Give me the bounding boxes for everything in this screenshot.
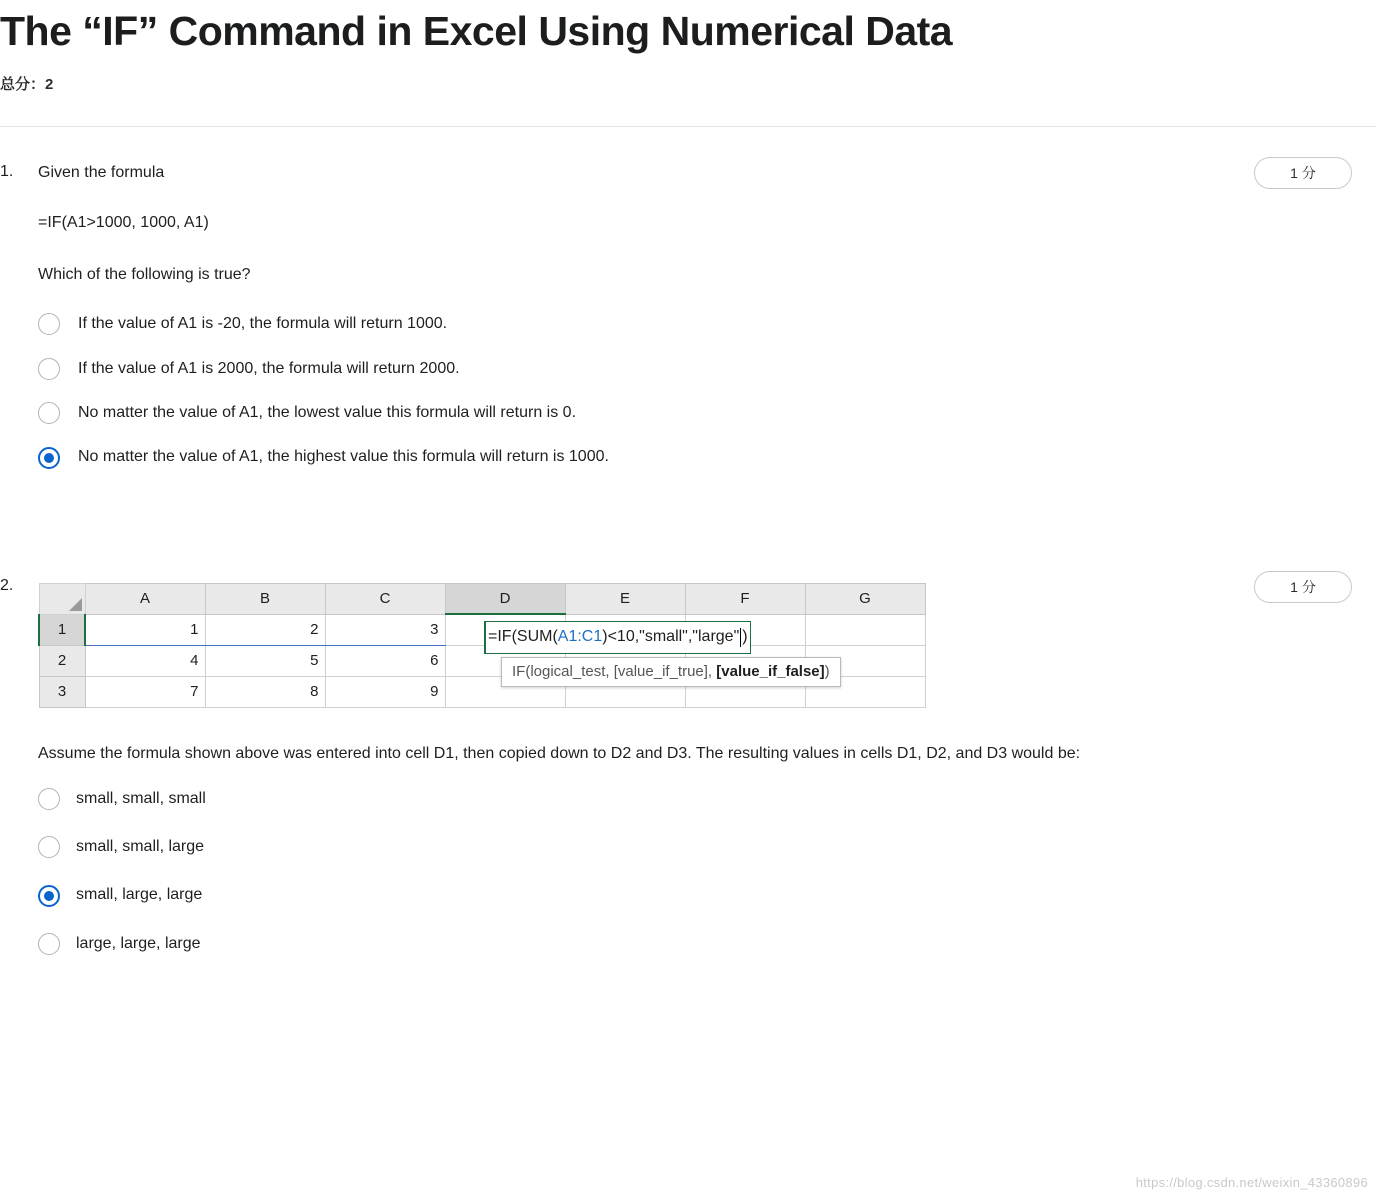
option-row[interactable]	[38, 836, 1216, 858]
column-header-e[interactable]: E	[565, 583, 685, 614]
cell-b1[interactable]: 2	[205, 614, 325, 645]
radio-icon[interactable]	[38, 836, 60, 858]
spreadsheet-table	[38, 583, 926, 708]
column-header-c[interactable]: C	[325, 583, 445, 614]
radio-icon[interactable]	[38, 402, 60, 424]
quiz-page	[0, 8, 1376, 1190]
cell-c2[interactable]: 6	[325, 645, 445, 676]
spreadsheet-row-1	[39, 614, 925, 645]
formula-prefix: =IF(SUM(	[488, 628, 558, 646]
option-label: small, small, large	[76, 838, 205, 856]
option-label: No matter the value of A1, the lowest value this formula will return is 0.	[78, 403, 577, 421]
column-header-a[interactable]: A	[85, 583, 205, 614]
option-label: If the value of A1 is -20, the formula will return 1000.	[78, 315, 448, 333]
row-header-1[interactable]: 1	[39, 614, 85, 645]
question-2-points-badge: 1 分	[1254, 571, 1352, 603]
radio-icon[interactable]	[38, 358, 60, 380]
option-row[interactable]	[38, 313, 1176, 335]
cell-a3[interactable]: 7	[85, 676, 205, 707]
option-label: No matter the value of A1, the highest value this formula will return is 1000.	[78, 448, 609, 466]
question-1	[0, 127, 1376, 469]
question-2-options	[38, 788, 1216, 956]
row-header-3[interactable]: 3	[39, 676, 85, 707]
question-1-subprompt: Which of the following is true?	[38, 266, 251, 284]
formula-suffix: )<10,"small","large"	[602, 628, 740, 646]
cell-c3[interactable]: 9	[325, 676, 445, 707]
formula-close-paren: )	[742, 628, 748, 646]
cell-b3[interactable]: 8	[205, 676, 325, 707]
cell-g1[interactable]	[805, 614, 925, 645]
total-score-value: 2	[45, 76, 54, 94]
formula-argument-tooltip	[501, 657, 841, 687]
option-label: large, large, large	[76, 934, 201, 952]
cell-b2[interactable]: 5	[205, 645, 325, 676]
question-2-prompt: Assume the formula shown above was entered into cell D1, then copied down to D2 and D3. The resulting values in cells D1, D2, and D3 would be:	[38, 744, 1081, 762]
question-1-formula: =IF(A1>1000, 1000, A1)	[38, 214, 209, 232]
question-1-number: 1.	[0, 163, 14, 181]
text-caret	[740, 628, 741, 647]
question-2	[0, 491, 1376, 956]
option-row[interactable]	[38, 402, 1176, 424]
column-header-row	[39, 583, 925, 614]
question-1-points-badge: 1 分	[1254, 157, 1352, 189]
tooltip-prefix: IF(logical_test, [value_if_true],	[512, 662, 717, 680]
radio-icon[interactable]	[38, 788, 60, 810]
option-label: small, large, large	[76, 886, 203, 904]
question-2-number: 2.	[0, 576, 14, 594]
row-header-2[interactable]: 2	[39, 645, 85, 676]
tooltip-suffix: )	[824, 662, 830, 680]
formula-entry-in-cell-d1[interactable]	[484, 621, 751, 654]
radio-icon-selected[interactable]	[38, 885, 60, 907]
option-row[interactable]	[38, 933, 1216, 955]
formula-range-reference: A1:C1	[557, 628, 603, 646]
question-1-options	[38, 313, 1176, 469]
option-row[interactable]	[38, 446, 1176, 468]
column-header-d[interactable]: D	[445, 583, 565, 614]
option-row[interactable]	[38, 884, 1216, 906]
column-header-f[interactable]: F	[685, 583, 805, 614]
cell-c1[interactable]: 3	[325, 614, 445, 645]
question-1-prompt: Given the formula	[38, 164, 165, 182]
option-label: small, small, small	[76, 789, 206, 807]
option-row[interactable]	[38, 788, 1216, 810]
radio-icon-selected[interactable]	[38, 447, 60, 469]
radio-icon[interactable]	[38, 933, 60, 955]
column-header-b[interactable]: B	[205, 583, 325, 614]
watermark: https://blog.csdn.net/weixin_43360896	[1135, 1175, 1368, 1190]
spreadsheet-screenshot	[38, 583, 963, 708]
page-title: The “IF” Command in Excel Using Numerical Data	[0, 8, 953, 54]
cell-a2[interactable]: 4	[85, 645, 205, 676]
tooltip-bold-arg: [value_if_false]	[716, 662, 825, 680]
option-row[interactable]	[38, 358, 1176, 380]
column-header-g[interactable]: G	[805, 583, 925, 614]
cell-a1[interactable]: 1	[85, 614, 205, 645]
select-all-corner[interactable]	[39, 583, 85, 614]
total-score-label: 总分：	[0, 76, 46, 94]
radio-icon[interactable]	[38, 313, 60, 335]
total-score	[0, 73, 1376, 94]
option-label: If the value of A1 is 2000, the formula will return 2000.	[78, 359, 460, 377]
